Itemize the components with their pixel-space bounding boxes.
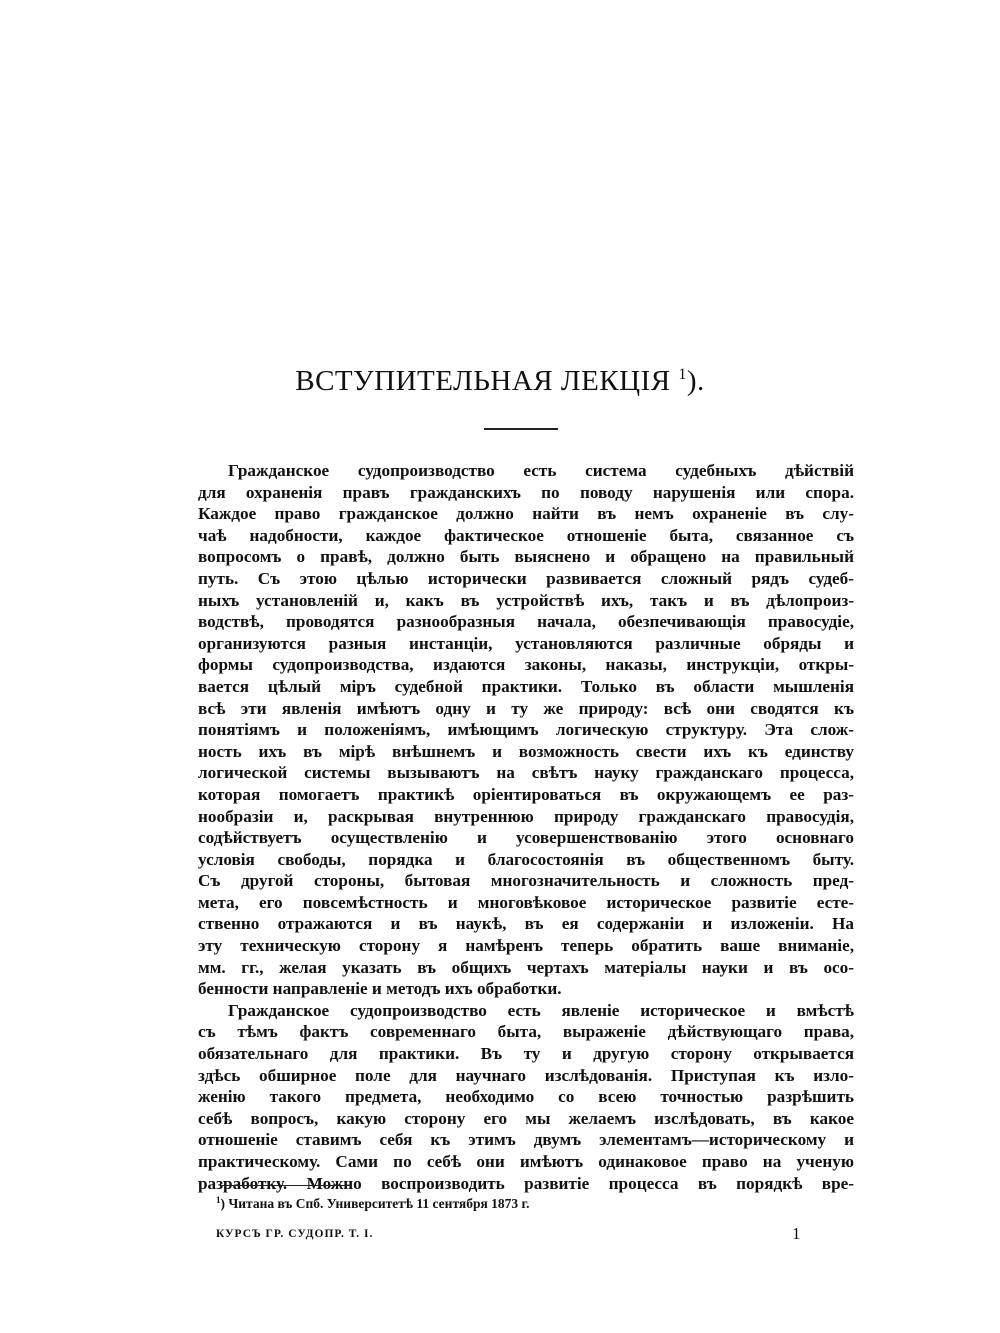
text-line: Съ другой стороны, бытовая многозначительность и сложность пред- [198,871,854,891]
text-line: формы судопроизводства, издаются законы, наказы, инструкціи, откры- [198,655,854,675]
text-line: отношеніе ставимъ себя къ этимъ двумъ элементамъ—историческому и [198,1130,854,1150]
text-line: логической системы вызываютъ на свѣтъ науку гражданскаго процесса, [198,763,854,783]
text-line: ность ихъ въ мірѣ внѣшнемъ и возможность свести ихъ къ единству [198,741,854,761]
text-line: чаѣ надобности, каждое фактическое отношеніе быта, связанное съ [198,525,854,545]
text-line: содѣйствуетъ осуществленію и усовершенствованію этого основнаго [198,828,854,848]
text-line: понятіямъ и положеніямъ, имѣющимъ логическую структуру. Эта слож- [198,720,854,740]
text-line: съ тѣмъ фактъ современнаго быта, выраженіе дѣйствующаго права, [198,1022,854,1042]
text-line: для охраненія правъ гражданскихъ по поводу нарушенія или спора. [198,482,854,502]
text-line: вопросомъ о правѣ, должно быть выяснено и обращено на правильный [198,547,854,567]
text-line: здѣсь обширное поле для научнаго изслѣдованія. Приступая къ изло- [198,1065,854,1085]
text-line: бенности направленіе и методъ ихъ обработки. [198,979,562,999]
footnote-divider [222,1185,352,1186]
text-line: вается цѣлый міръ судебной практики. Только въ области мышленія [198,676,854,696]
text-line: обязательнаго для практики. Въ ту и другую сторону открывается [198,1044,854,1064]
text-line: нообразіи и, раскрывая внутреннюю природу гражданскаго правосудія, [198,806,854,826]
text-line: условія свободы, порядка и благосостоянія въ общественномъ быту. [198,849,854,869]
text-line: мета, его повсемѣстность и многовѣковое историческое развитіе есте- [198,892,854,912]
main-text [198,460,854,1194]
text-line: женію такого предмета, необходимо со всею точностью разрѣшить [198,1087,854,1107]
text-line: практическому. Сами по себѣ они имѣютъ одинаковое право на ученую [198,1152,854,1171]
text-line: всѣ эти явленія имѣютъ одну и ту же природу: всѣ они сводятся къ [198,698,854,718]
title-text: ВСТУПИТЕЛЬНАЯ ЛЕКЦІЯ [295,365,671,397]
text-line: путь. Съ этою цѣлью исторически развивается сложный рядъ судеб- [198,568,854,588]
title-closing: ). [686,365,705,397]
title-footnote-marker: 1 [678,366,687,383]
text-line: которая помогаетъ практикѣ оріентироваться въ окружающемъ ее раз- [198,784,854,804]
text-line: водствѣ, проводятся разнообразныя начала, обезпечивающія правосудіе, [198,612,854,632]
title-divider [484,428,558,430]
text-line: Гражданское судопроизводство есть система судебныхъ дѣйствій [228,461,854,480]
footnote [216,1195,530,1212]
footnote-text: ) Читана въ Спб. Университетѣ 11 сентября 1873 г. [220,1196,530,1211]
text-line: Каждое право гражданское должно найти въ немъ охраненіе въ слу- [198,504,854,524]
text-line: эту техническую сторону я намѣренъ теперь обратить ваше вниманіе, [198,936,854,956]
signature-mark: КУРСЪ ГР. СУДОПР. Т. I. [216,1228,374,1240]
text-line: Гражданское судопроизводство есть явленіе историческое и вмѣстѣ [228,1000,854,1020]
lecture-title [0,365,1000,398]
text-line: мм. гг., желая указать въ общихъ чертахъ матеріалы науки и въ осо- [198,957,854,977]
text-line: себѣ вопросъ, какую сторону его мы желаемъ изслѣдовать, въ какое [198,1108,854,1128]
page-number: 1 [792,1224,801,1243]
text-line: разработку. Можно воспроизводить развитіе процесса въ порядкѣ вре- [198,1173,854,1193]
text-line: организуются разныя инстанціи, установляются различные обряды и [198,633,854,653]
text-line: ственно отражаются и въ наукѣ, въ ея содержаніи и изложеніи. На [198,914,854,934]
text-line: ныхъ установленій и, какъ въ устройствѣ ихъ, такъ и въ дѣлопроиз- [198,590,854,610]
footnote-marker: 1 [216,1195,221,1205]
